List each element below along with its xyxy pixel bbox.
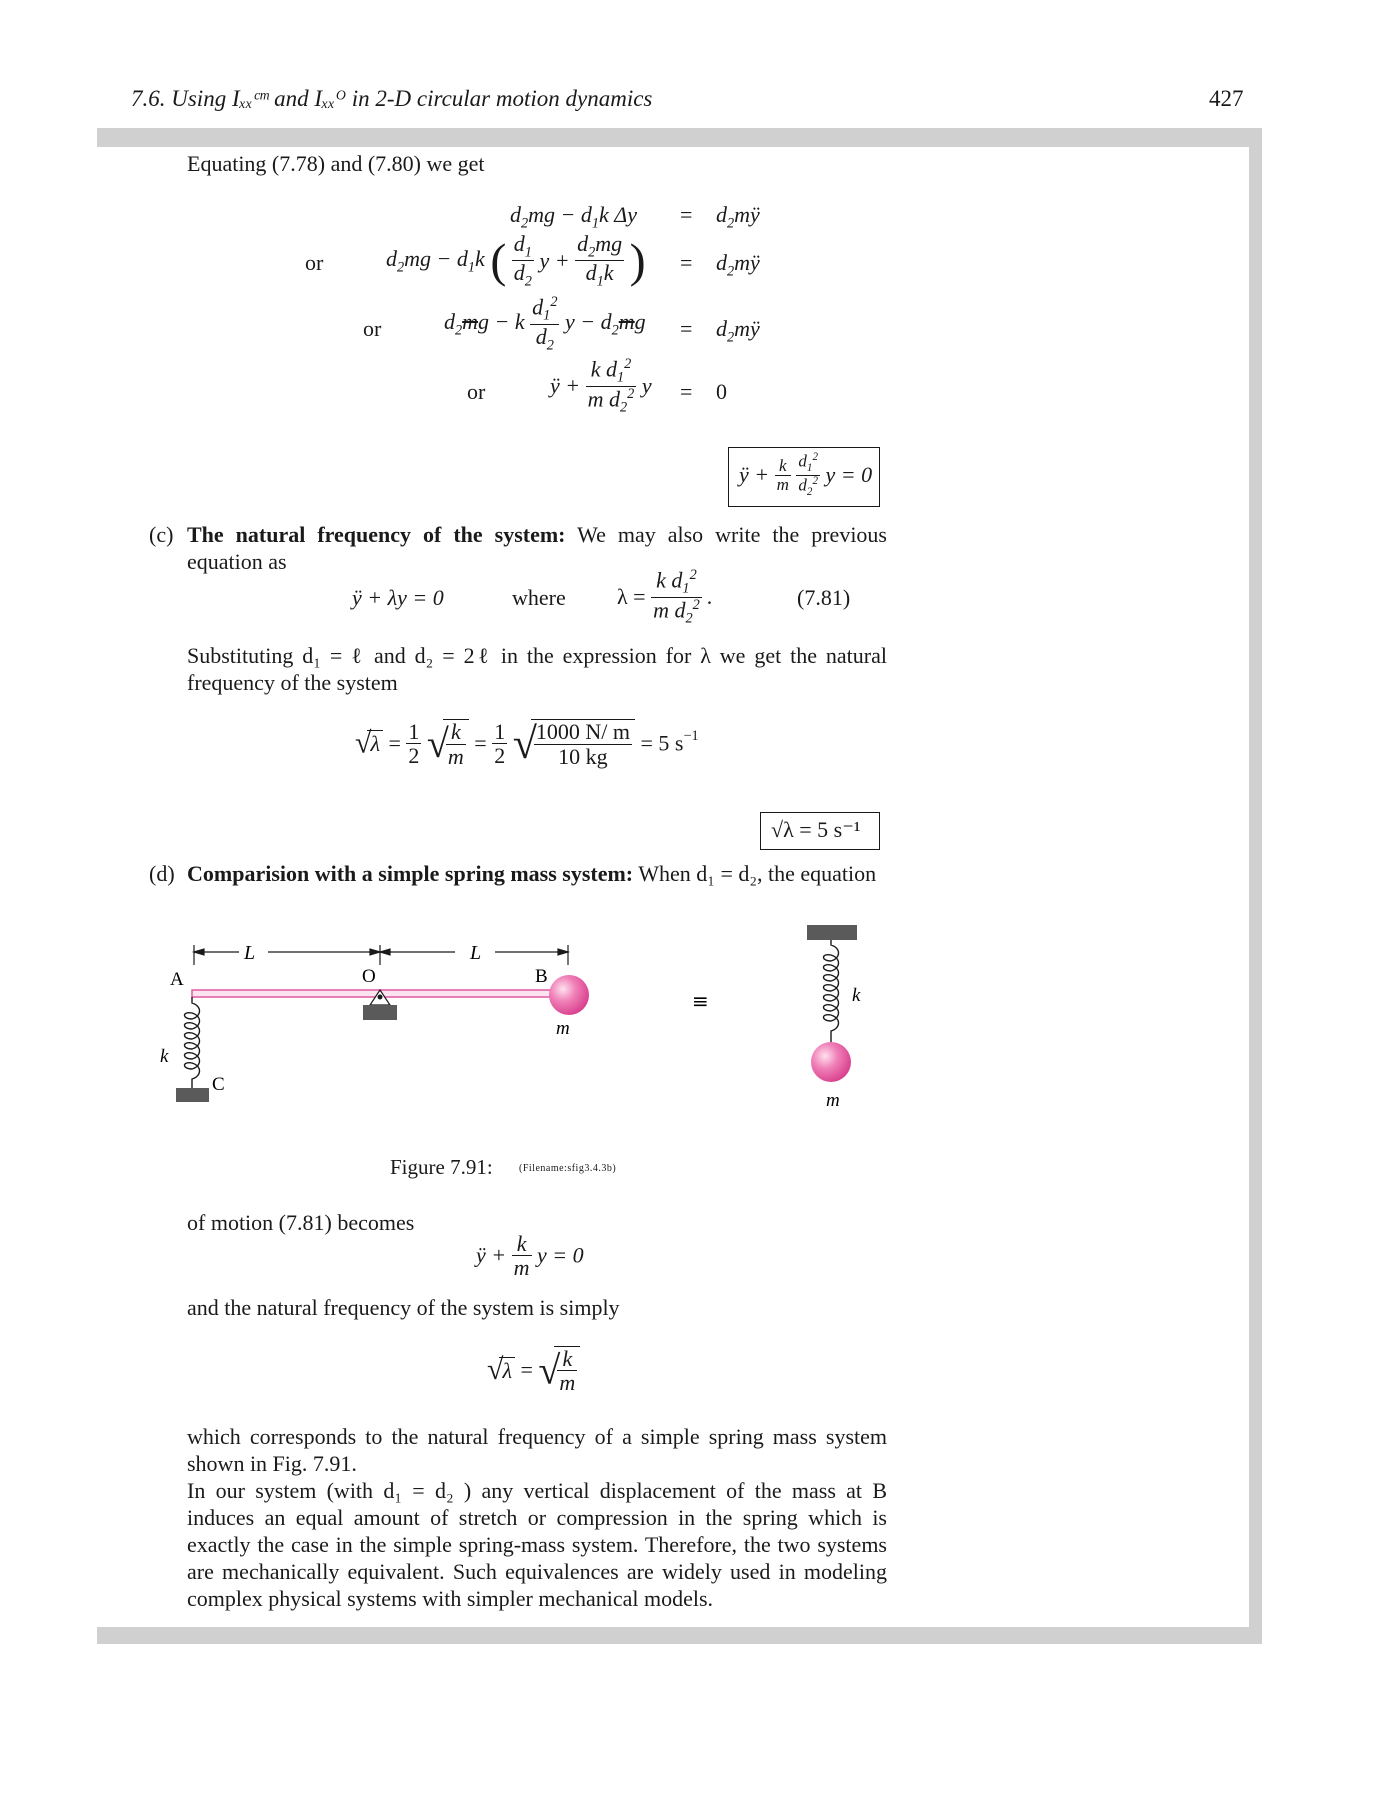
intro-text: Equating (7.78) and (7.80) we get (187, 151, 485, 176)
equation-7-81-right: λ = $\frac{k d_1^2}{m d_2^2}$ . (617, 567, 713, 627)
part-d-paragraph (187, 860, 887, 887)
equation-line-3: $d_2mg - k$ $\frac{d_1^2}{d_2}$ $y - d_2mg$ (444, 294, 646, 354)
equation-rhs: 0 (716, 379, 727, 404)
equation-rhs: $d_2mÿ$ (716, 202, 760, 232)
equals-sign: = (680, 250, 693, 275)
dim-label-L2: L (470, 942, 482, 964)
part-c-paragraph (187, 521, 887, 575)
after-equation-text: and the natural frequency of the system is simply (187, 1295, 620, 1320)
closing-paragraph-1: which corresponds to the natural frequency of a simple spring mass system shown in Fig. 7.91. (187, 1424, 887, 1476)
dim-label-L1: L (244, 942, 256, 964)
label-O: O (362, 966, 376, 987)
frame-bar-top (97, 128, 1262, 147)
label-k-right: k (852, 985, 861, 1006)
frame-bar-right (1249, 147, 1262, 1627)
figure-caption: Figure 7.91: (390, 1155, 493, 1179)
part-c-label: (c) (149, 522, 174, 547)
continuation-text: of motion (7.81) becomes (187, 1210, 415, 1235)
closing-paragraph-2: In our system (with d₁ = d₂ ) any vertical displacement of the mass at B induces an equal amount of stretch or compression in the spring which is exactly the case in the simple spring-mass system. Therefore, the two systems are mechanically equivalent. Such equivalences are widely used in modeling complex physical systems with simpler mechanical models. (187, 1478, 887, 1611)
equals-sign: = (680, 379, 693, 404)
ground-C (176, 1088, 209, 1102)
equals-sign: = (680, 316, 693, 341)
simple-equation: ÿ + $\frac{k}{m}$ y = 0 (476, 1231, 584, 1281)
label-m-left: m (556, 1018, 570, 1039)
boxed-result: √λ = 5 s⁻¹ (760, 812, 880, 850)
boxed-equation: ÿ + $\frac{k}{m}$ $\frac{d_1^2}{d_2^2}$ y = 0 (728, 447, 880, 507)
or-word: or (305, 250, 324, 275)
equation-line-4: ÿ + $\frac{k d_1^2}{m d_2^2}$ y (550, 356, 652, 416)
equation-7-81-left: ÿ + λy = 0 (352, 585, 444, 610)
equivalence-sign: ≡ (692, 989, 709, 1013)
equation-rhs: $d_2mÿ$ (716, 250, 760, 280)
running-header: 7.6. Using Iₓₓᶜᵐ and Iₓₓᴼ in 2-D circular motion dynamics (131, 86, 653, 111)
label-A: A (170, 969, 184, 990)
where-word: where (512, 585, 566, 610)
figure-filename: (Filename:sfig3.4.3b) (519, 1163, 617, 1174)
label-k-left: k (160, 1046, 169, 1067)
page-number: 427 (1209, 86, 1244, 111)
part-d-text: When d₁ = d₂, the equation (638, 861, 877, 886)
figure-7-91 (140, 905, 900, 1145)
equation-number: (7.81) (797, 585, 851, 610)
simple-frequency: √λ = √ $\frac{k}{m}$ (487, 1346, 580, 1394)
equals-sign: = (680, 202, 693, 227)
equation-rhs: $d_2mÿ$ (716, 316, 760, 346)
ceiling-support (807, 925, 857, 940)
part-c-heading: The natural frequency of the system: (187, 522, 566, 547)
pivot-ground (363, 1005, 397, 1020)
numeric-equation: √λ = $\frac{1}{2}$ √ $\frac{k}{m}$ = $\frac{1}{2}$ √ $\frac{1000 N/ m}{10 kg}$ = 5 $s^{-1}$ (355, 718, 699, 769)
frame-bar-bottom (97, 1627, 1262, 1644)
part-c-text: We may also write the previous equation as (187, 522, 887, 574)
part-d-label: (d) (149, 861, 175, 886)
label-m-right: m (826, 1090, 840, 1111)
equation-line-1: $d_2mg - d_1k$ Δy (510, 202, 637, 232)
equation-line-2: $d_2mg - d_1k$ ( $\frac{d_1}{d_2}$ y + $\frac{d_2mg}{d_1k}$ ) (386, 231, 646, 290)
substitution-text: Substituting d₁ = ℓ and d₂ = 2ℓ in the expression for λ we get the natural frequency of the system (187, 643, 887, 695)
mass-ball-left (549, 975, 589, 1015)
label-B: B (535, 966, 548, 987)
mass-ball-right (811, 1042, 851, 1082)
pivot-pin (378, 995, 383, 1000)
label-C: C (212, 1074, 225, 1095)
or-word: or (363, 316, 382, 341)
spring-left (185, 997, 200, 1088)
or-word: or (467, 379, 486, 404)
spring-right (824, 940, 839, 1043)
part-d-heading: Comparision with a simple spring mass system: (187, 861, 634, 886)
